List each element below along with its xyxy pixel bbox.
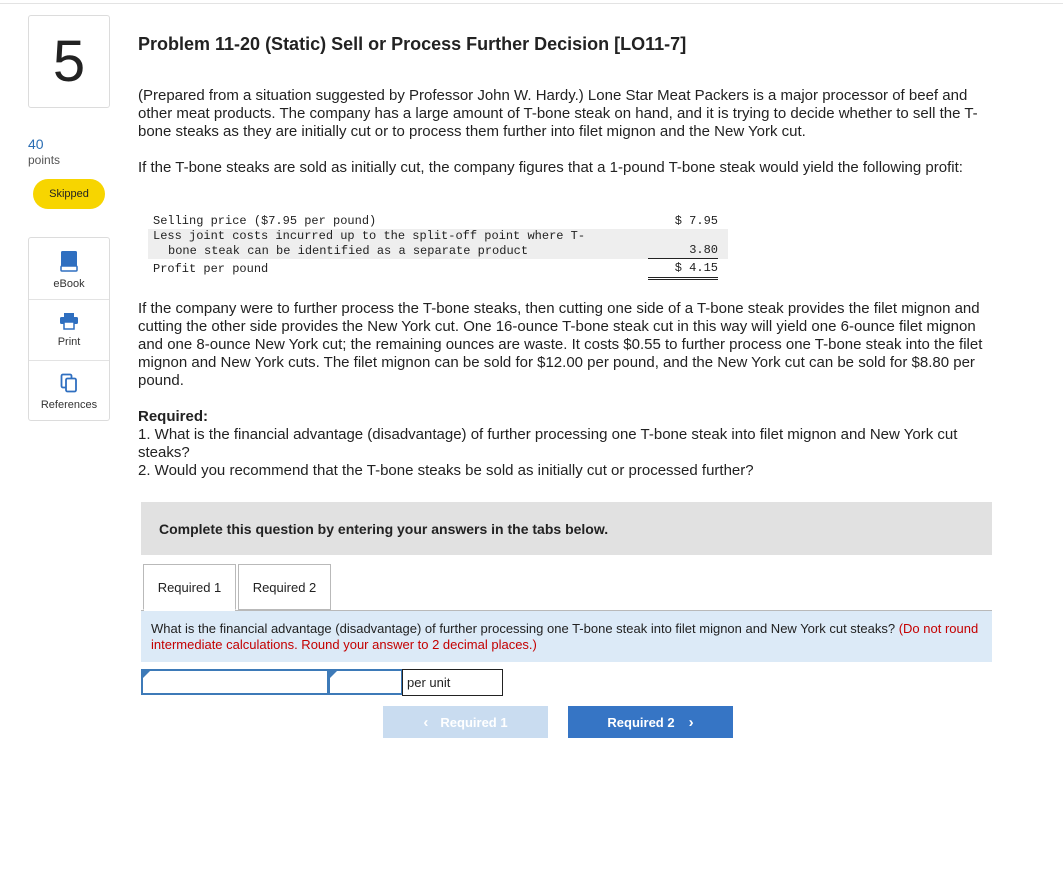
points-label: points (28, 153, 61, 167)
unit-label-text: per unit (407, 675, 451, 690)
required-heading: Required: (138, 408, 209, 425)
profit-intro: If the T-bone steaks are sold as initially cut, the company figures that a 1-pound T-bone steak would yield the following profit: (138, 159, 963, 176)
next-button[interactable] (568, 706, 733, 738)
instructions-text: Complete this question by entering your answers in the tabs below. (159, 520, 609, 537)
tab-required-2-label: Required 2 (252, 579, 317, 595)
joint-costs-label-line1: Less joint costs incurred up to the split-off point where T- (153, 229, 586, 243)
printer-icon (59, 312, 79, 330)
problem-title: Problem 11-20 (Static) Sell or Process Further Decision [LO11-7] (138, 34, 687, 54)
prev-button[interactable] (383, 706, 548, 738)
ebook-button[interactable] (29, 238, 109, 299)
profit-per-pound-label: Profit per pound (153, 262, 269, 276)
status-badge-label: Skipped (49, 188, 89, 200)
profit-table-row (148, 259, 728, 279)
question-text: What is the financial advantage (disadvantage) of further processing one T-bone steak into filet mignon and New York cut steaks? (151, 621, 896, 636)
profit-table-row (148, 214, 728, 229)
question-number: 5 (52, 29, 86, 94)
status-badge (33, 179, 105, 209)
required-list (138, 426, 988, 480)
question-note: (Do not round intermediate calculations. Round your answer to 2 decimal places.) (151, 621, 979, 652)
profit-per-pound-value: $ 4.15 (648, 261, 718, 278)
amount-input[interactable] (328, 669, 403, 695)
next-button-label: Required 2 (607, 714, 675, 730)
selling-price-value: $ 7.95 (674, 214, 718, 228)
book-icon (60, 250, 78, 272)
print-label: Print (57, 336, 81, 348)
tools-panel (28, 237, 110, 421)
references-label: References (40, 399, 98, 411)
input-flag-icon (143, 671, 150, 678)
print-button[interactable] (29, 299, 109, 360)
prev-button-label: Required 1 (440, 714, 508, 730)
question-prompt (141, 611, 992, 662)
copy-icon (60, 373, 78, 393)
chevron-right-icon: › (688, 713, 694, 731)
input-flag-icon (330, 671, 337, 678)
ebook-label: eBook (53, 278, 85, 290)
joint-costs-value: 3.80 (648, 243, 718, 259)
tab-required-1[interactable] (143, 564, 236, 610)
unit-label (402, 669, 503, 696)
problem-intro: (Prepared from a situation suggested by Professor John W. Hardy.) Lone Star Meat Packers is a major processor of beef and other meat products. The company has a large amount of T-bone steak on hand, and it is trying to decide whether to sell the T-bone steaks as they are initially cut or to process them further into filet mignon and the New York cut. (138, 87, 978, 140)
points-value: 40 (28, 136, 44, 152)
tab-required-2[interactable] (238, 564, 331, 610)
profit-table (148, 214, 728, 279)
top-divider (0, 3, 1063, 4)
tab-required-1-label: Required 1 (157, 579, 222, 595)
profit-table-row (148, 229, 728, 259)
further-processing-text: If the company were to further process the T-bone steaks, then cutting one side of a T-bone steak provides the filet mignon and cutting the other side provides the New York cut. One 16-ounce T-bone steak cut in this way will yield one 6-ounce filet mignon and one 8-ounce New York cut; the remaining ounces are waste. It costs $0.55 to further process one T-bone steak into the filet mignon and New York cuts. The filet mignon can be sold for $12.00 per pound, and the New York cut can be sold for $8.80 per pound. (138, 300, 983, 389)
required-item-1: 1. What is the financial advantage (disadvantage) of further processing one T-bone steak into filet mignon and New York cut steaks? (138, 426, 958, 461)
selling-price-label: Selling price ($7.95 per pound) (153, 214, 377, 228)
chevron-left-icon: ‹ (423, 713, 429, 731)
question-number-box (28, 15, 110, 108)
advantage-label-select[interactable] (141, 669, 329, 695)
references-button[interactable] (29, 360, 109, 421)
joint-costs-label-line2: bone steak can be identified as a separate product (168, 243, 529, 258)
instructions-banner (141, 502, 992, 555)
required-item-2: 2. Would you recommend that the T-bone steaks be sold as initially cut or processed further? (138, 462, 754, 479)
